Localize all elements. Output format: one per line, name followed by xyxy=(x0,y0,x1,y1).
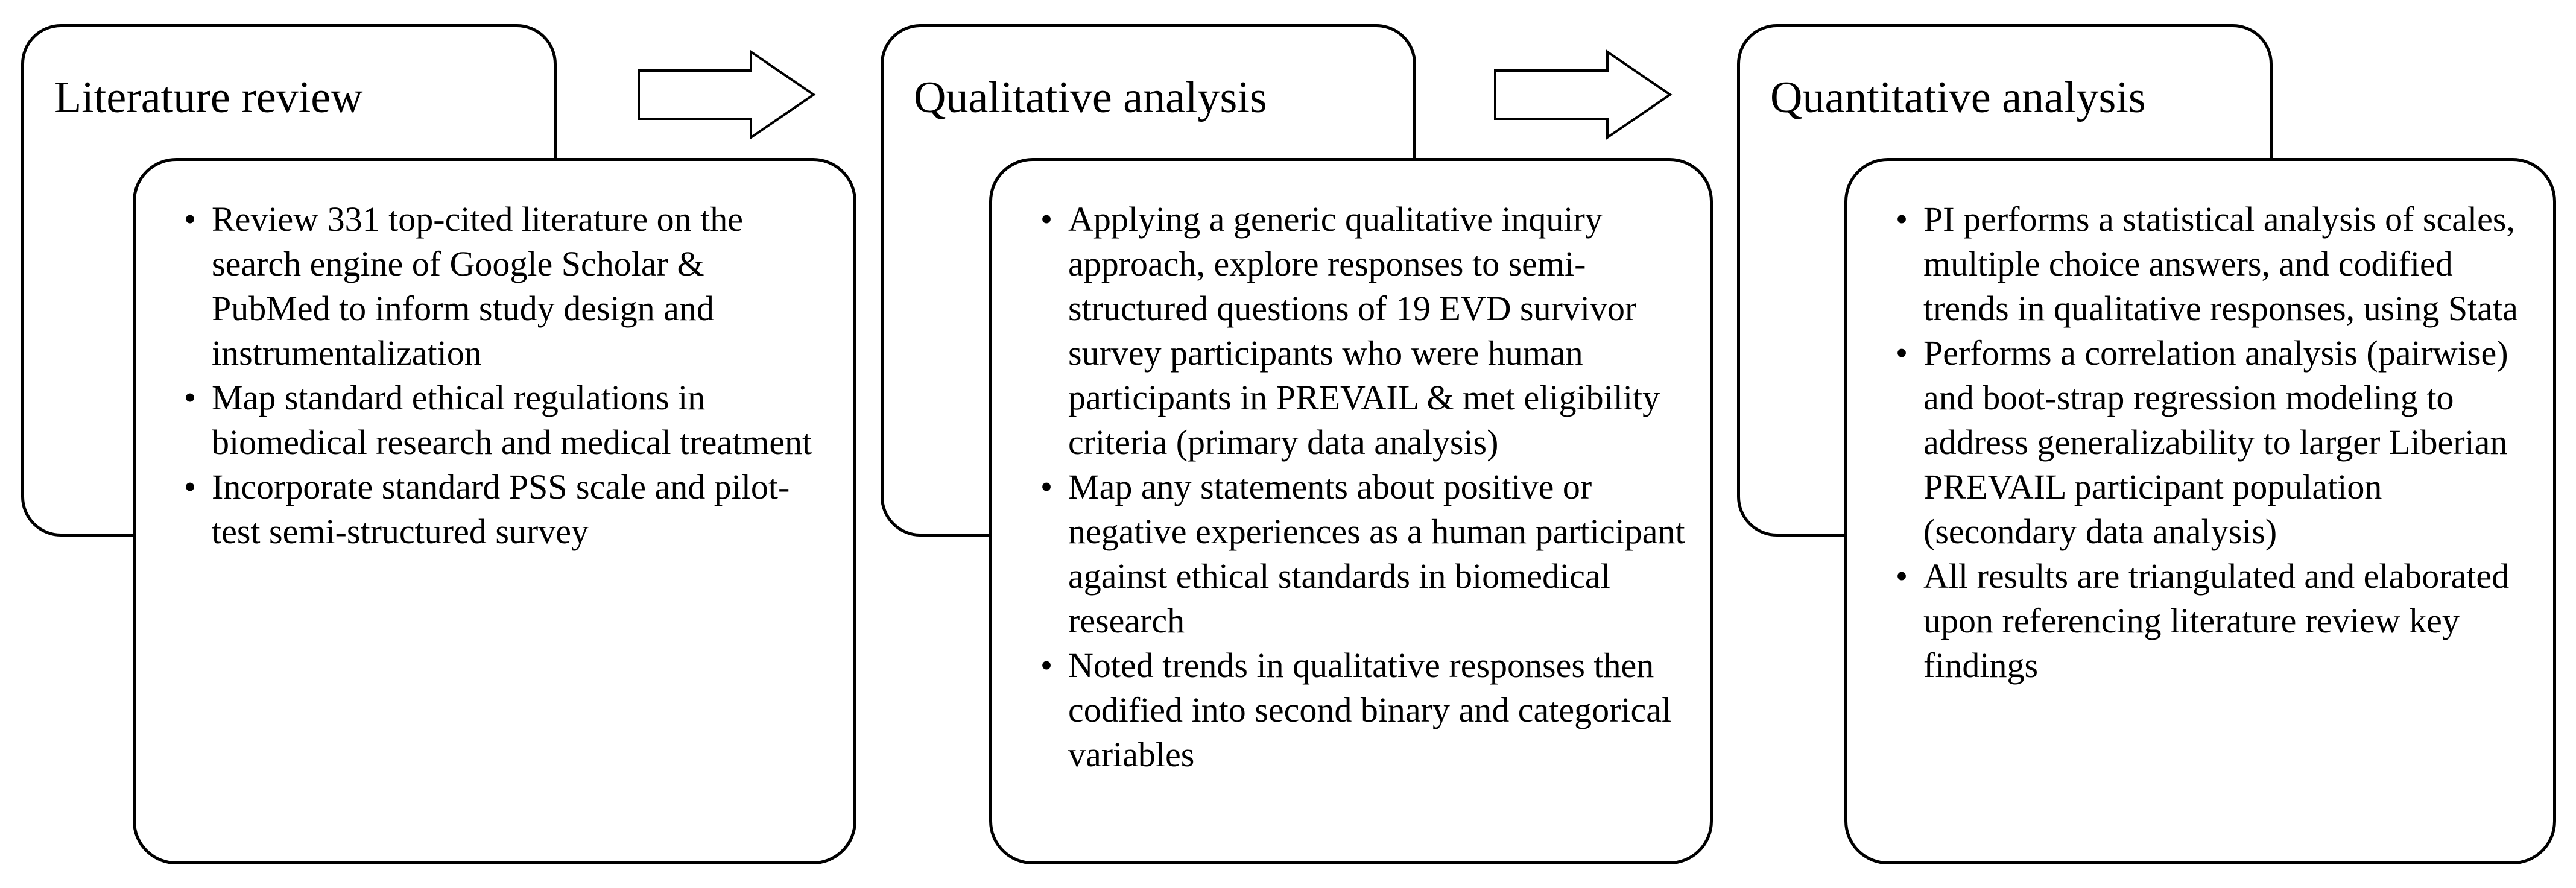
bullet-icon: • xyxy=(1895,200,1908,239)
qualitative-analysis-content-box xyxy=(989,158,1713,864)
list-item xyxy=(178,376,829,465)
bullet-text: Map any statements about positive or negative experiences as a human participant against ethical standards in biomedical research xyxy=(1068,467,1685,640)
bullet-icon: • xyxy=(1895,556,1908,596)
list-item xyxy=(1890,331,2529,554)
bullet-icon: • xyxy=(1040,646,1053,685)
quantitative-analysis-title: Quantitative analysis xyxy=(1770,73,2146,122)
literature-review-content-box xyxy=(133,158,856,864)
list-item xyxy=(1034,197,1686,465)
right-arrow-icon xyxy=(636,49,817,140)
bullet-text: PI performs a statistical analysis of scales, multiple choice answers, and codified trends in qualitative responses, using Stata xyxy=(1923,200,2518,328)
bullet-text: Noted trends in qualitative responses then codified into second binary and categorical variables xyxy=(1068,646,1672,774)
qualitative-analysis-bullet-list xyxy=(1034,197,1686,777)
list-item xyxy=(1034,465,1686,643)
quantitative-analysis-content-box xyxy=(1844,158,2556,864)
bullet-icon: • xyxy=(1895,333,1908,373)
qualitative-analysis-title: Qualitative analysis xyxy=(914,73,1267,122)
bullet-text: Performs a correlation analysis (pairwise) and boot-strap regression modeling to address generalizability to larger Liberian PREVAIL participant population (secondary data analysis) xyxy=(1923,333,2508,551)
bullet-icon: • xyxy=(183,467,197,506)
bullet-icon: • xyxy=(183,378,197,417)
bullet-text: Incorporate standard PSS scale and pilot-test semi-structured survey xyxy=(212,467,790,551)
right-arrow-icon xyxy=(1493,49,1674,140)
bullet-text: Map standard ethical regulations in biomedical research and medical treatment xyxy=(212,378,812,462)
list-item xyxy=(1890,554,2529,688)
literature-review-title: Literature review xyxy=(54,73,363,122)
list-item xyxy=(1034,643,1686,777)
bullet-text: All results are triangulated and elaborated upon referencing literature review key findings xyxy=(1923,556,2510,685)
quantitative-analysis-bullet-list xyxy=(1890,197,2529,688)
bullet-text: Applying a generic qualitative inquiry approach, explore responses to semi-structured questions of 19 EVD survivor survey participants who were human participants in PREVAIL & met eligibility criteria (primary data analysis) xyxy=(1068,200,1660,462)
literature-review-bullet-list xyxy=(178,197,829,554)
bullet-icon: • xyxy=(1040,467,1053,506)
list-item xyxy=(1890,197,2529,331)
bullet-text: Review 331 top-cited literature on the search engine of Google Scholar & PubMed to inform study design and instrumentalization xyxy=(212,200,743,373)
bullet-icon: • xyxy=(183,200,197,239)
list-item xyxy=(178,465,829,554)
bullet-icon: • xyxy=(1040,200,1053,239)
list-item xyxy=(178,197,829,376)
